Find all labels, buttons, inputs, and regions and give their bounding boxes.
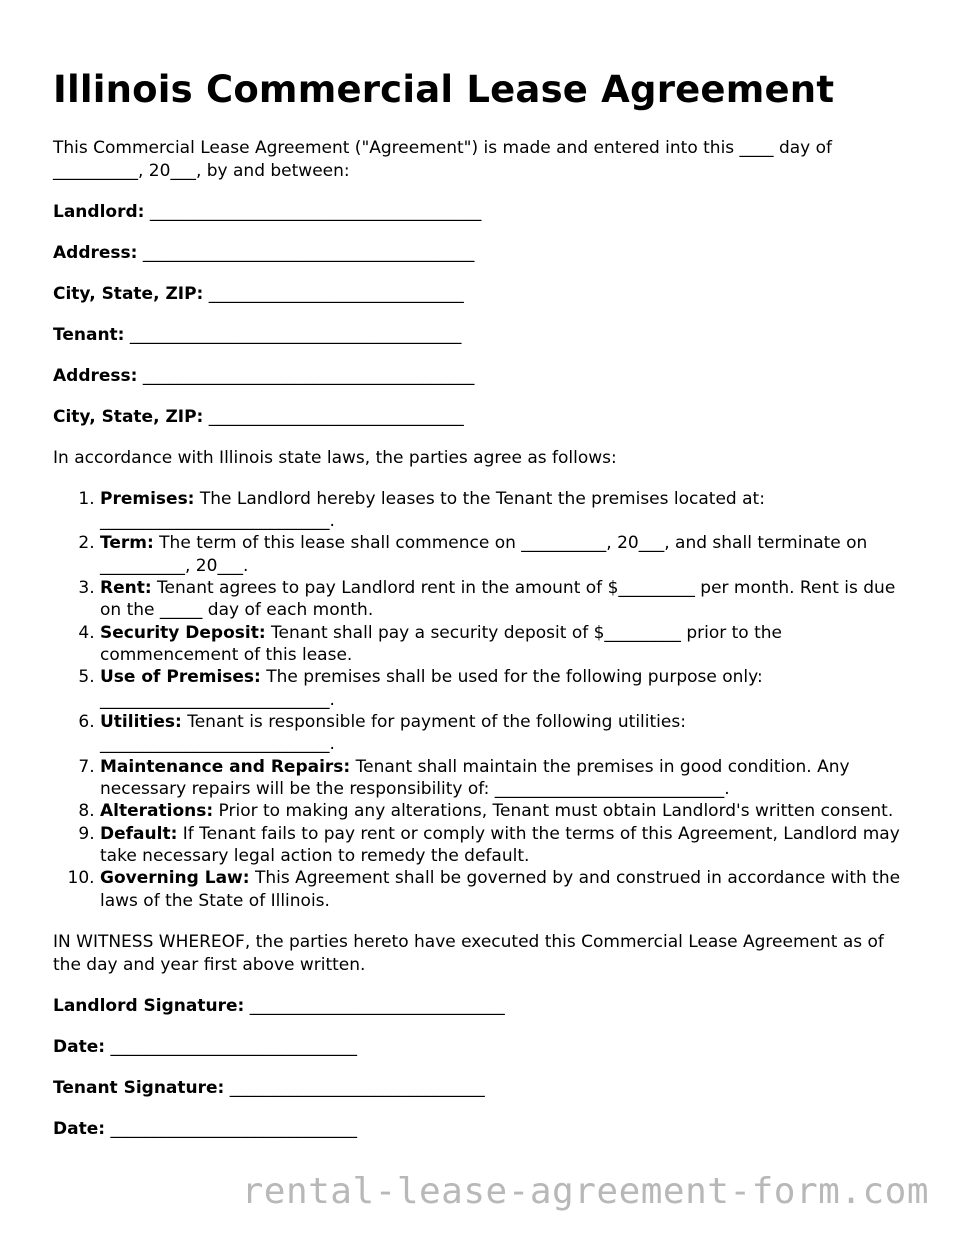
blank-line: ______________________________ [208, 406, 464, 427]
term-title: Default: [100, 823, 178, 844]
term-term [100, 532, 903, 577]
term-alterations [100, 800, 903, 822]
witness-paragraph: IN WITNESS WHEREOF, the parties hereto have executed this Commercial Lease Agreement as of the day and year first above written. [53, 932, 884, 975]
term-title: Security Deposit: [100, 622, 266, 643]
term-title: Governing Law: [100, 868, 250, 889]
landlord-name-field [53, 201, 903, 224]
field-label: Tenant Signature: [53, 1077, 225, 1098]
tenant-date-field [53, 1118, 903, 1141]
term-title: Alterations: [100, 801, 214, 822]
term-title: Maintenance and Repairs: [100, 756, 351, 777]
term-text: Tenant is responsible for payment of the following utilities: ___________________________. [100, 711, 686, 755]
blank-line: ______________________________ [229, 1077, 485, 1098]
field-label: Date: [53, 1118, 106, 1139]
term-text: If Tenant fails to pay rent or comply with the terms of this Agreement, Landlord may take necessary legal action to remedy the default. [100, 823, 900, 866]
landlord-address-field [53, 242, 903, 265]
term-security-deposit [100, 622, 903, 667]
blank-line: _______________________________________ [149, 201, 482, 222]
field-label: Tenant: [53, 324, 125, 345]
landlord-city-state-zip-field [53, 283, 903, 306]
term-text: Prior to making any alterations, Tenant must obtain Landlord's written consent. [213, 801, 894, 822]
lease-document [53, 62, 903, 1140]
blank-line: ______________________________ [208, 283, 464, 304]
terms-list [53, 488, 903, 913]
term-premises [100, 488, 903, 533]
intro-paragraph: This Commercial Lease Agreement ("Agreement") is made and entered into this ____ day of __________, 20___, by and between: [53, 138, 833, 181]
term-text: Tenant shall pay a security deposit of $_________ prior to the commencement of this lease. [100, 622, 782, 665]
blank-line: _______________________________________ [129, 324, 462, 345]
term-text: Tenant shall maintain the premises in good condition. Any necessary repairs will be the responsibility of: ___________________________. [100, 756, 850, 799]
tenant-city-state-zip-field [53, 406, 903, 429]
tenant-signature-field [53, 1077, 903, 1100]
tenant-name-field [53, 324, 903, 347]
term-governing-law [100, 867, 903, 912]
term-title: Term: [100, 533, 154, 554]
watermark: rental-lease-agreement-form.com [241, 1171, 929, 1212]
term-text: Tenant agrees to pay Landlord rent in the amount of $_________ per month. Rent is due on the _____ day of each month. [100, 577, 896, 621]
field-label: Address: [53, 242, 138, 263]
term-utilities [100, 711, 903, 756]
blank-line: _______________________________________ [142, 242, 475, 263]
field-label: Landlord Signature: [53, 995, 245, 1016]
term-text: The term of this lease shall commence on __________, 20___, and shall terminate on __________, 20___. [100, 533, 868, 576]
term-text: The Landlord hereby leases to the Tenant the premises located at: ___________________________. [100, 488, 765, 531]
term-title: Utilities: [100, 711, 182, 732]
field-label: Date: [53, 1036, 106, 1057]
term-title: Rent: [100, 577, 152, 598]
blank-line: _____________________________ [110, 1118, 357, 1139]
blank-line: _______________________________________ [142, 365, 475, 386]
field-label: Address: [53, 365, 138, 386]
term-use-of-premises [100, 666, 903, 711]
tenant-address-field [53, 365, 903, 388]
landlord-signature-field [53, 995, 903, 1018]
term-rent [100, 577, 903, 622]
term-title: Premises: [100, 488, 195, 509]
term-maintenance-repairs [100, 756, 903, 801]
accordance-paragraph: In accordance with Illinois state laws, the parties agree as follows: [53, 447, 617, 468]
document-title: Illinois Commercial Lease Agreement [53, 68, 835, 111]
blank-line: _____________________________ [110, 1036, 357, 1057]
field-label: City, State, ZIP: [53, 283, 204, 304]
term-title: Use of Premises: [100, 667, 261, 688]
blank-line: ______________________________ [249, 995, 505, 1016]
term-text: This Agreement shall be governed by and construed in accordance with the laws of the State of Illinois. [100, 868, 901, 911]
landlord-date-field [53, 1036, 903, 1059]
term-default [100, 823, 903, 868]
field-label: City, State, ZIP: [53, 406, 204, 427]
term-text: The premises shall be used for the following purpose only: ___________________________. [100, 667, 763, 710]
field-label: Landlord: [53, 201, 145, 222]
